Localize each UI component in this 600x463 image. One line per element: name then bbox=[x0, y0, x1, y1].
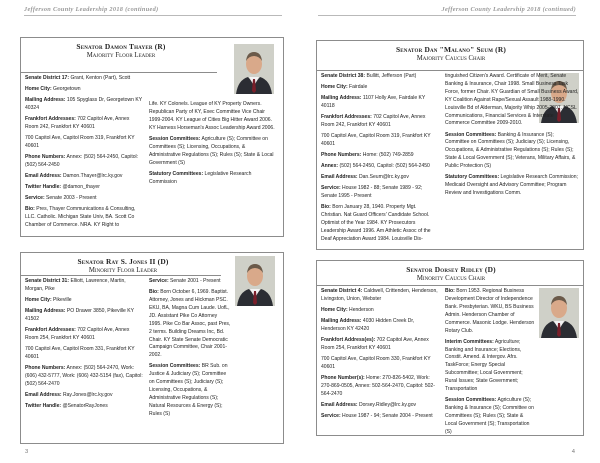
info-paragraph bbox=[321, 356, 439, 372]
field-label: Home City: bbox=[321, 84, 348, 91]
info-paragraph bbox=[445, 174, 579, 198]
info-paragraph bbox=[321, 402, 439, 410]
field-label: Bio: bbox=[25, 206, 35, 213]
field-value: Pres, Thayer Communications & Consulting, LLC. Catholic. Michigan State Univ, BA. Scott Co Chamber of Commerce. NRA. KY Right to bbox=[25, 206, 136, 229]
legislator-photo bbox=[235, 256, 275, 306]
field-label: Senate District 38: bbox=[321, 73, 366, 79]
field-label: Twitter Handle: bbox=[25, 184, 62, 191]
legislator-photo bbox=[234, 44, 274, 94]
card-right-column bbox=[445, 73, 579, 201]
legislator-card-ridley bbox=[316, 260, 584, 436]
card-right-column bbox=[149, 101, 277, 190]
field-value: tinguished Citizen's Award. Certificate of Merit, Senate Banking & Insurance, Chair 1998. Small Business Task Force, former Chair. KY Guardian of Small Business Award, KY Coalition Against Rape/Sexual Assault 1988-1990. Louisville Bd of Alderman, Majority Whip 2005-2007. NCSL Communications, Financial Services & Interstate Commerce Committee 2009-2010. bbox=[445, 73, 579, 127]
page-number-left: 3 bbox=[25, 449, 29, 455]
field-value: 700 Capitol Ave, Capitol Room 331, Frankfort KY 40601 bbox=[25, 346, 135, 360]
field-label: Frankfort Addresses: bbox=[25, 116, 76, 123]
field-label: Frankfort Address(es): bbox=[321, 337, 376, 344]
field-value: 702 Capitol Ave, Annex Room 254, Frankfort KY 40601 bbox=[321, 337, 429, 351]
right-page bbox=[300, 0, 600, 463]
field-value: House 1987 - 94; Senate 2004 - Present bbox=[342, 413, 433, 420]
info-paragraph bbox=[25, 86, 143, 94]
field-value: Bullitt, Jefferson (Part) bbox=[366, 73, 417, 79]
field-value: Caldwell, Crittenden, Henderson, Livingston, Union, Webster bbox=[321, 288, 438, 302]
running-header-right: Jefferson County Leadership 2018 (continued) bbox=[441, 6, 576, 13]
field-value: Pikeville bbox=[53, 297, 72, 303]
info-paragraph bbox=[25, 75, 143, 83]
field-label: Email Address: bbox=[25, 392, 62, 398]
card-title bbox=[21, 42, 221, 59]
info-paragraph bbox=[25, 297, 143, 305]
field-value: @damon_thayer bbox=[62, 184, 100, 191]
legislator-role: Majority Floor Leader bbox=[86, 52, 156, 59]
field-value: 4030 Hidden Creek Dr, Henderson KY 42420 bbox=[321, 318, 415, 332]
field-value: Elliott, Lawrence, Martin, Morgan, Pike bbox=[25, 278, 126, 292]
info-paragraph bbox=[25, 135, 143, 151]
field-label: Frankfort Addresses: bbox=[321, 114, 372, 121]
card-title bbox=[317, 265, 585, 282]
field-value: Legislative Research Commission bbox=[149, 170, 252, 185]
legislator-name: Senator Dan "Malano" Seum (R) bbox=[395, 45, 507, 54]
field-value: Banking & Insurance (S); Committee on Committees (S); Judiciary (S); Licensing, Occupations, & Administrative Regulations (S); Rules (S); State & Local Government (S); Veterans, Military Affairs, & Public Protection (S) bbox=[445, 131, 576, 170]
title-separator bbox=[21, 72, 217, 73]
field-label: Bio: bbox=[445, 288, 455, 294]
card-right-column bbox=[149, 278, 231, 422]
info-paragraph bbox=[25, 184, 143, 192]
field-label: Phone Numbers: bbox=[321, 152, 362, 159]
field-value: Born October 6, 1969. Baptist. Attorney, Jones and Hickman PSC. EKU, BA, Magna Cum Laude. UofL, JD. Assistant Pike Co Attorney 1995. Pike Co Bar Assoc, past Pres, 2 terms. Building Dreams Inc, Bd. Chair. KY State Senate Democratic Campaign Committee, Chair 2001-2002. bbox=[149, 289, 231, 359]
field-value: Senate 2003 - Present bbox=[46, 195, 97, 202]
info-paragraph bbox=[321, 95, 439, 111]
field-label: Interim Committees: bbox=[445, 338, 494, 345]
field-value: 700 Capitol Ave, Capitol Room 319, Frankfort KY 40601 bbox=[321, 133, 431, 148]
field-label: Mailing Address: bbox=[25, 308, 66, 315]
legislator-name: Senator Damon Thayer (R) bbox=[76, 42, 166, 51]
field-label: Home City: bbox=[321, 307, 348, 313]
field-value: PO Drawer 3850, Pikeville KY 41502 bbox=[25, 308, 134, 322]
card-title bbox=[317, 45, 585, 62]
field-label: Mailing Address: bbox=[321, 318, 362, 325]
info-paragraph bbox=[149, 363, 231, 418]
info-paragraph bbox=[445, 288, 535, 335]
field-value: 1107 Holly Ave, Fairdale KY 40118 bbox=[321, 95, 426, 110]
info-paragraph bbox=[149, 278, 231, 286]
info-paragraph bbox=[445, 397, 535, 437]
info-paragraph bbox=[25, 327, 143, 343]
info-paragraph bbox=[25, 346, 143, 362]
field-value: Georgetown bbox=[53, 86, 81, 93]
legislator-name: Senator Ray S. Jones II (D) bbox=[77, 257, 169, 266]
field-value: Grant, Kenton (Part), Scott bbox=[70, 75, 131, 81]
field-value: Born January 28, 1940. Property Mgt. Christian. Nat Guard Officers' Candidate School. Optimist of the Year 1984. KY Prosecutors Leadership Award 1996. Am Athletic Assoc of the Deaf Appreciation Award 1984. Louisville Dis- bbox=[321, 204, 431, 243]
field-label: Bio: bbox=[321, 204, 331, 211]
field-label: Service: bbox=[25, 195, 45, 202]
field-value: Agriculture (S); Banking & Insurance (S); Committee on Committees (S); Rules (S); State & Local Government (S); Transportation (S) bbox=[445, 397, 534, 435]
info-paragraph bbox=[321, 337, 439, 353]
header-rule-right bbox=[318, 15, 576, 16]
field-label: Session Committees: bbox=[445, 131, 497, 138]
card-left-column bbox=[321, 73, 439, 247]
legislator-photo bbox=[539, 288, 579, 338]
header-rule-left bbox=[24, 15, 282, 16]
info-paragraph bbox=[149, 289, 231, 360]
field-value: 702 Capitol Ave, Annex Room 242, Frankfort KY 40601 bbox=[25, 116, 130, 131]
page-number-right: 4 bbox=[571, 449, 575, 455]
field-value: Senate 2001 - Present bbox=[170, 278, 221, 284]
field-label: Session Committees: bbox=[445, 397, 497, 404]
field-label: Session Committees: bbox=[149, 363, 201, 370]
legislator-role: Minority Floor Leader bbox=[88, 267, 158, 274]
field-label: Email Address: bbox=[321, 402, 358, 408]
card-left-column bbox=[25, 278, 143, 414]
title-separator bbox=[21, 275, 221, 276]
field-label: Statutory Committees: bbox=[445, 174, 500, 181]
field-label: Senate District 31: bbox=[25, 278, 70, 284]
field-label: Senate District 17: bbox=[25, 75, 70, 81]
field-value: Agriculture (S); Committee on Committees (S); Licensing, Occupations, & Administrative Regulations (S); Rules (S); State & Local Government (S) bbox=[149, 135, 274, 166]
info-paragraph bbox=[149, 136, 277, 168]
field-label: Frankfort Addresses: bbox=[25, 327, 76, 334]
info-paragraph bbox=[25, 206, 143, 230]
info-paragraph bbox=[25, 365, 143, 389]
field-value: 702 Capitol Ave, Annex Room 242, Frankfort KY 40601 bbox=[321, 114, 426, 129]
field-label: Mailing Address: bbox=[25, 97, 66, 104]
field-label: Annex: bbox=[321, 163, 339, 170]
card-left-column bbox=[25, 75, 143, 233]
field-label: Senate District 4: bbox=[321, 288, 363, 294]
field-label: Home City: bbox=[25, 297, 52, 303]
field-value: 700 Capitol Ave, Capitol Room 319, Frankfort KY 40601 bbox=[25, 135, 135, 150]
info-paragraph bbox=[25, 278, 143, 294]
running-header-left: Jefferson County Leadership 2018 (continued) bbox=[24, 6, 159, 13]
legislator-role: Majority Caucus Chair bbox=[416, 55, 486, 62]
field-value: Life. KY Colonels. League of KY Property Owners. Republican Party of KY, Exec Committee Vice Chair 1999-2004. KY League of Cities Big Hitter Award 2006. KY Harness Horseman's Assoc Leadership Award 2006. bbox=[149, 101, 275, 131]
info-paragraph bbox=[25, 195, 143, 203]
info-paragraph bbox=[445, 132, 579, 172]
field-value: Born 1953. Regional Business Development Director of Independence Bank. Presbyterian. WKU, BS Business Admin. Henderson Chamber of Commerce. Masonic Lodge. Henderson Rotary Club. bbox=[445, 288, 535, 334]
field-label: Phone Numbers: bbox=[25, 154, 66, 161]
legislator-role: Minority Caucus Chair bbox=[416, 275, 486, 282]
info-paragraph bbox=[25, 403, 143, 411]
field-label: Service: bbox=[149, 278, 169, 284]
field-value: Damon.Thayer@lrc.ky.gov bbox=[62, 173, 123, 180]
field-label: Phone Numbers: bbox=[25, 365, 66, 372]
field-value: @SenatorRayJones bbox=[62, 403, 108, 410]
legislator-card-seum bbox=[316, 40, 584, 250]
legislator-card-thayer bbox=[20, 37, 284, 237]
field-label: Twitter Handle: bbox=[25, 403, 62, 410]
field-value: Legislative Research Commission; Medicaid Oversight and Advisory Committee; Program Review and Investigations Comm. bbox=[445, 174, 578, 197]
field-value: 105 Spyglass Dr, Georgetown KY 40324 bbox=[25, 97, 142, 112]
info-paragraph bbox=[25, 154, 143, 170]
field-value: Fairdale bbox=[349, 84, 368, 91]
field-label: Service: bbox=[321, 413, 341, 420]
info-paragraph bbox=[321, 288, 439, 304]
field-value: Ray.Jones@lrc.ky.gov bbox=[62, 392, 113, 398]
info-paragraph bbox=[321, 185, 439, 201]
field-value: (502) 564-2450, Capitol: (502) 564-2450 bbox=[339, 163, 430, 170]
info-paragraph bbox=[321, 163, 439, 171]
card-right-column bbox=[445, 288, 535, 440]
info-paragraph bbox=[25, 97, 143, 113]
info-paragraph bbox=[445, 73, 579, 128]
info-paragraph bbox=[321, 375, 439, 399]
info-paragraph bbox=[321, 413, 439, 421]
info-paragraph bbox=[321, 174, 439, 182]
field-label: Bio: bbox=[149, 289, 159, 296]
info-paragraph bbox=[445, 339, 535, 394]
field-label: Email Address: bbox=[321, 174, 358, 181]
title-separator bbox=[317, 285, 583, 286]
legislator-card-jones bbox=[20, 252, 284, 444]
field-value: Agriculture; Banking and Insurance; Elections, Constit. Amend. & Intergov. Afrs. TaskForce; Energy Special Subcommittee; Local Government; Rural Issues; State Government; Transportation bbox=[445, 338, 523, 393]
info-paragraph bbox=[25, 116, 143, 132]
field-value: 702 Capitol Ave, Annex Room 254, Frankfort KY 40601 bbox=[25, 327, 130, 341]
field-value: House 1982 - 88; Senate 1989 - 92; Senate 1995 - Present bbox=[321, 185, 423, 200]
field-label: Home City: bbox=[25, 86, 52, 93]
card-title bbox=[21, 257, 225, 274]
info-paragraph bbox=[321, 152, 439, 160]
field-label: Email Address: bbox=[25, 173, 62, 180]
field-label: Phone Number(s): bbox=[321, 375, 365, 382]
field-value: BR Sub. on Justice & Judiciary (S); Committee on Committees (S); Judiciary (S); Licensing, Occupations, & Administrative Regulations (S); Natural Resources & Energy (S); Rules (S) bbox=[149, 363, 228, 417]
field-value: Annex: (502) 564-2450, Capitol: (502) 564-2450 bbox=[25, 154, 139, 169]
card-left-column bbox=[321, 288, 439, 424]
info-paragraph bbox=[321, 133, 439, 149]
info-paragraph bbox=[321, 204, 439, 244]
info-paragraph bbox=[321, 84, 439, 92]
info-paragraph bbox=[25, 308, 143, 324]
field-value: 700 Capitol Ave, Capitol Room 330, Frankfort KY 40601 bbox=[321, 356, 431, 370]
info-paragraph bbox=[321, 318, 439, 334]
field-value: Dan.Seum@lrc.ky.gov bbox=[358, 174, 409, 181]
field-value: Home: 270-826-5402, Work: 270-869-0505, Annex: 502-564-2470, Capitol: 502-564-2470 bbox=[321, 375, 435, 397]
info-paragraph bbox=[321, 114, 439, 130]
field-label: Statutory Committees: bbox=[149, 170, 204, 177]
legislator-name: Senator Dorsey Ridley (D) bbox=[406, 265, 496, 274]
info-paragraph bbox=[149, 171, 277, 187]
info-paragraph bbox=[25, 173, 143, 181]
field-value: Annex: (502) 564-2470, Work: (606) 432-5777, Work: (606) 432-5154 (fax), Capitol: (502) 564-2470 bbox=[25, 365, 143, 387]
field-value: Home: (502) 749-2859 bbox=[362, 152, 414, 159]
info-paragraph bbox=[149, 101, 277, 133]
field-label: Mailing Address: bbox=[321, 95, 362, 102]
field-value: Henderson bbox=[349, 307, 374, 313]
field-value: Dorsey.Ridley@lrc.ky.gov bbox=[358, 402, 417, 408]
info-paragraph bbox=[321, 73, 439, 81]
title-separator bbox=[317, 70, 583, 71]
info-paragraph bbox=[25, 392, 143, 400]
info-paragraph bbox=[321, 307, 439, 315]
field-label: Session Committees: bbox=[149, 135, 201, 142]
field-label: Service: bbox=[321, 185, 341, 192]
